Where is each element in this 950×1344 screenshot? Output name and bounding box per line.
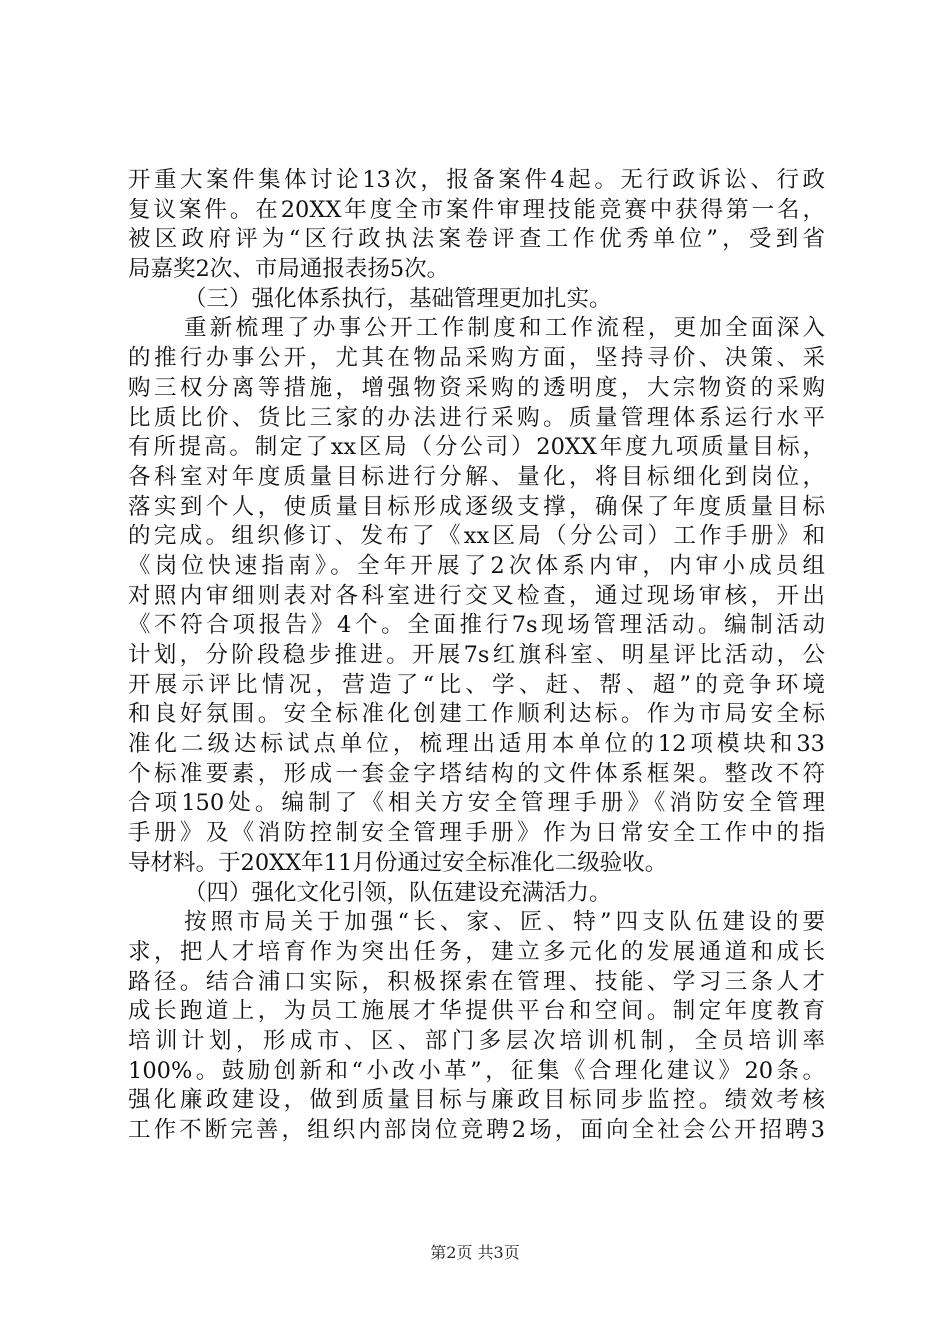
text-line: 成长跑道上，为员工施展才华提供平台和空间。制定年度教育 [128, 998, 825, 1025]
text-line: 有所提高。制定了xx区局（分公司）20XX年度九项质量目标， [128, 434, 825, 461]
text-line: 合项150处。编制了《相关方安全管理手册》《消防安全管理 [128, 790, 825, 817]
text-line: 和良好氛围。安全标准化创建工作顺利达标。作为市局安全标 [128, 701, 825, 728]
text-line: 各科室对年度质量目标进行分解、量化，将目标细化到岗位， [128, 463, 825, 490]
text-line: 落实到个人，使质量目标形成逐级支撑，确保了年度质量目标 [128, 493, 825, 520]
text-line: 准化二级达标试点单位，梳理出适用本单位的12项模块和33 [128, 731, 825, 758]
text-line: 《岗位快速指南》。全年开展了2次体系内审，内审小成员组 [128, 552, 825, 579]
text-line: 比质比价、货比三家的办法进行采购。质量管理体系运行水平 [128, 404, 825, 431]
text-line: 对照内审细则表对各科室进行交叉检查，通过现场审核，开出 [128, 582, 825, 609]
text-line: 被区政府评为“区行政执法案卷评查工作优秀单位”，受到省 [128, 226, 825, 253]
text-line: 100%。鼓励创新和“小改小革”，征集《合理化建议》20条。 [128, 1057, 825, 1084]
text-line: 的推行办事公开，尤其在物品采购方面，坚持寻价、决策、采 [128, 345, 825, 372]
page-number: 第2页 共3页 [430, 1243, 520, 1262]
text-line: 个标准要素，形成一套金字塔结构的文件体系框架。整改不符 [128, 760, 825, 787]
section-heading: （三）强化体系执行，基础管理更加扎实。 [184, 285, 612, 312]
text-line: 强化廉政建设，做到质量目标与廉政目标同步监控。绩效考核 [128, 1087, 825, 1114]
section-heading: （四）强化文化引领，队伍建设充满活力。 [184, 879, 612, 906]
text-line: 手册》及《消防控制安全管理手册》作为日常安全工作中的指 [128, 820, 825, 847]
text-line: 重新梳理了办事公开工作制度和工作流程，更加全面深入 [184, 315, 825, 342]
text-line: 开展示评比情况，营造了“比、学、赶、帮、超”的竞争环境 [128, 671, 825, 698]
text-line: 复议案件。在20XX年度全市案件审理技能竞赛中获得第一名， [128, 196, 825, 223]
text-line: 开重大案件集体讨论13次，报备案件4起。无行政诉讼、行政 [128, 167, 825, 193]
text-line: 的完成。组织修订、发布了《xx区局（分公司）工作手册》和 [128, 523, 825, 550]
text-line: 培训计划，形成市、区、部门多层次培训机制，全员培训率 [128, 1027, 825, 1054]
text-line: 购三权分离等措施，增强物资采购的透明度，大宗物资的采购 [128, 374, 825, 401]
text-line: 求，把人才培育作为突出任务，建立多元化的发展通道和成长 [128, 938, 825, 965]
text-line: 导材料。于20XX年11月份通过安全标准化二级验收。 [128, 849, 668, 876]
text-line: 《不符合项报告》4个。全面推行7s现场管理活动。编制活动 [128, 612, 825, 639]
text-line: 工作不断完善，组织内部岗位竞聘2场，面向全社会公开招聘3 [128, 1117, 825, 1143]
document-body [128, 166, 825, 1146]
text-line: 按照市局关于加强“长、家、匠、特”四支队伍建设的要 [184, 909, 825, 936]
text-line: 局嘉奖2次、市局通报表扬5次。 [128, 256, 450, 283]
text-line: 计划，分阶段稳步推进。开展7s红旗科室、明星评比活动，公 [128, 642, 825, 668]
text-line: 路径。结合浦口实际，积极探索在管理、技能、学习三条人才 [128, 968, 825, 995]
